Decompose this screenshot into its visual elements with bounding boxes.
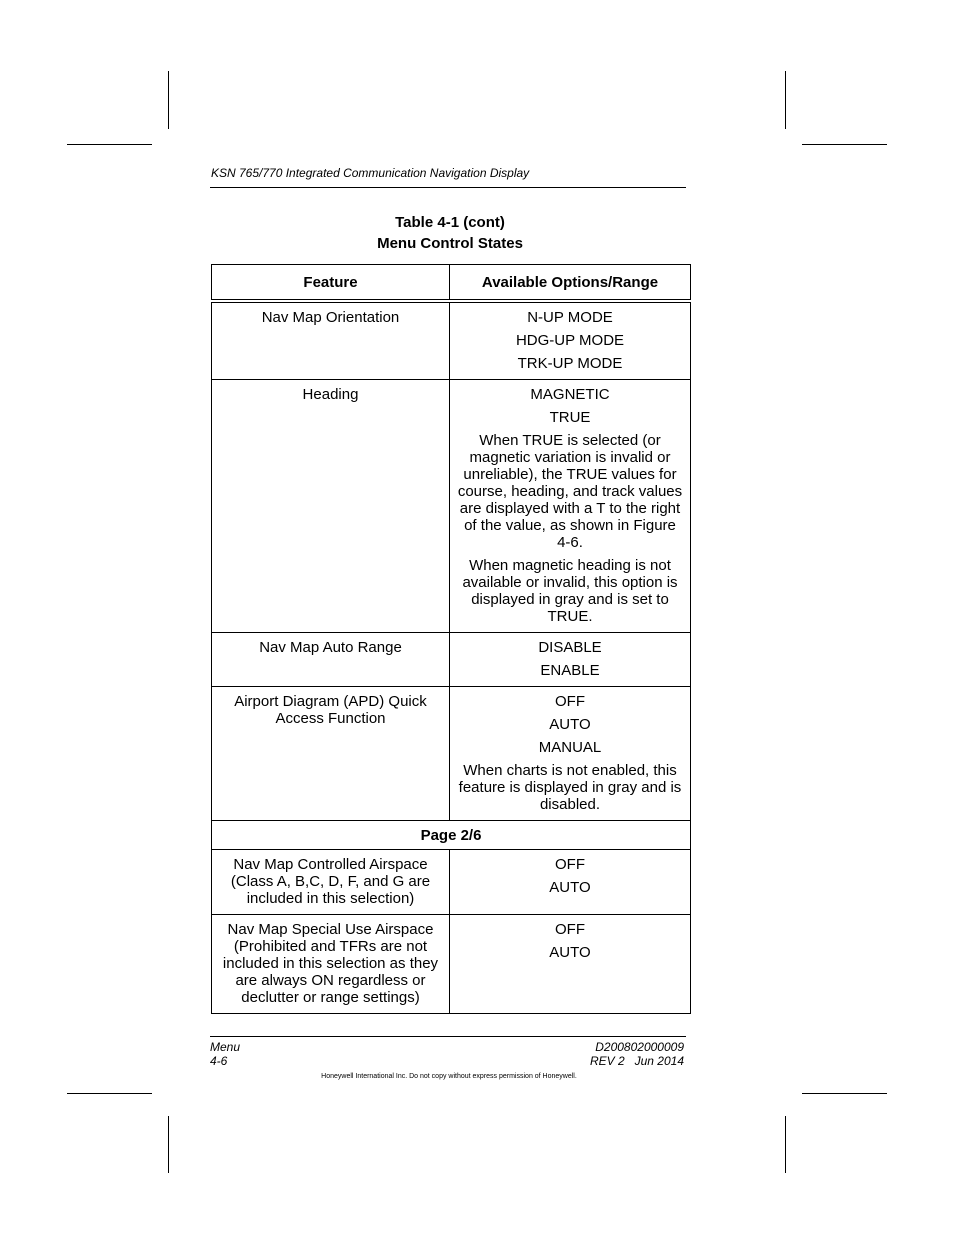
option-value: MANUAL bbox=[538, 739, 602, 756]
table-row bbox=[212, 301, 691, 380]
footer-left bbox=[210, 1040, 240, 1068]
option-value: AUTO bbox=[549, 944, 591, 961]
crop-mark bbox=[168, 1116, 169, 1173]
crop-mark bbox=[168, 71, 169, 129]
feature-cell: Nav Map Auto Range bbox=[212, 633, 450, 687]
crop-mark bbox=[67, 1093, 152, 1094]
table-number: Table 4-1 (cont) bbox=[395, 214, 505, 231]
revision-date: REV 2 Jun 2014 bbox=[589, 1054, 684, 1068]
option-note: When charts is not enabled, this feature is displayed in gray and is disabled. bbox=[458, 762, 682, 813]
option-value: OFF bbox=[555, 921, 585, 938]
table-row bbox=[212, 850, 691, 915]
table-row bbox=[212, 633, 691, 687]
menu-control-states-table bbox=[211, 264, 691, 1014]
table-title: Menu Control States bbox=[377, 235, 523, 252]
table-row bbox=[212, 687, 691, 821]
feature-cell: Nav Map Controlled Airspace (Class A, B,C, D, F, and G are included in this selection) bbox=[212, 850, 450, 915]
option-value: AUTO bbox=[549, 716, 591, 733]
option-value: AUTO bbox=[549, 879, 591, 896]
options-cell bbox=[450, 380, 691, 633]
document-title: KSN 765/770 Integrated Communication Navigation Display bbox=[211, 166, 530, 180]
option-value: OFF bbox=[555, 856, 585, 873]
copyright-notice: Honeywell International Inc. Do not copy without express permission of Honeywell. bbox=[321, 1073, 577, 1080]
crop-mark bbox=[802, 144, 887, 145]
options-cell bbox=[450, 687, 691, 821]
feature-cell: Airport Diagram (APD) Quick Access Function bbox=[212, 687, 450, 821]
option-note: When magnetic heading is not available or invalid, this option is displayed in gray and is set to TRUE. bbox=[462, 557, 678, 625]
footer-divider bbox=[210, 1036, 686, 1037]
option-note: When TRUE is selected (or magnetic variation is invalid or unreliable), the TRUE values for course, heading, and track values are displayed with a T to the right of the value, as shown in Figure 4-6. bbox=[457, 432, 683, 551]
page-divider-row bbox=[212, 821, 691, 850]
option-value: DISABLE bbox=[538, 639, 602, 656]
option-value: HDG-UP MODE bbox=[515, 332, 625, 349]
option-value: MAGNETIC bbox=[530, 386, 610, 403]
table-row bbox=[212, 915, 691, 1014]
crop-mark bbox=[785, 1116, 786, 1173]
table-row bbox=[212, 380, 691, 633]
option-value: OFF bbox=[555, 693, 585, 710]
section-name: Menu bbox=[210, 1040, 241, 1054]
crop-mark bbox=[67, 144, 152, 145]
option-value: TRUE bbox=[549, 409, 591, 426]
crop-mark bbox=[802, 1093, 887, 1094]
footer-right bbox=[520, 1040, 684, 1068]
option-value: TRK-UP MODE bbox=[517, 355, 623, 372]
feature-cell: Heading bbox=[212, 380, 450, 633]
header-divider bbox=[210, 187, 686, 188]
options-cell bbox=[450, 633, 691, 687]
document-number: D200802000009 bbox=[595, 1040, 684, 1054]
option-value: ENABLE bbox=[540, 662, 600, 679]
feature-cell: Nav Map Orientation bbox=[212, 301, 450, 380]
table-header-row bbox=[212, 265, 691, 302]
page-number: 4-6 bbox=[210, 1054, 228, 1068]
crop-mark bbox=[785, 71, 786, 129]
column-header-options: Available Options/Range bbox=[450, 265, 691, 302]
options-cell bbox=[450, 850, 691, 915]
feature-cell: Nav Map Special Use Airspace (Prohibited and TFRs are not included in this selection as they are always ON regardless or declutter or range settings) bbox=[212, 915, 450, 1014]
column-header-feature: Feature bbox=[212, 265, 450, 302]
options-cell bbox=[450, 301, 691, 380]
options-cell bbox=[450, 915, 691, 1014]
option-value: N-UP MODE bbox=[527, 309, 613, 326]
page-label: Page 2/6 bbox=[212, 821, 691, 850]
